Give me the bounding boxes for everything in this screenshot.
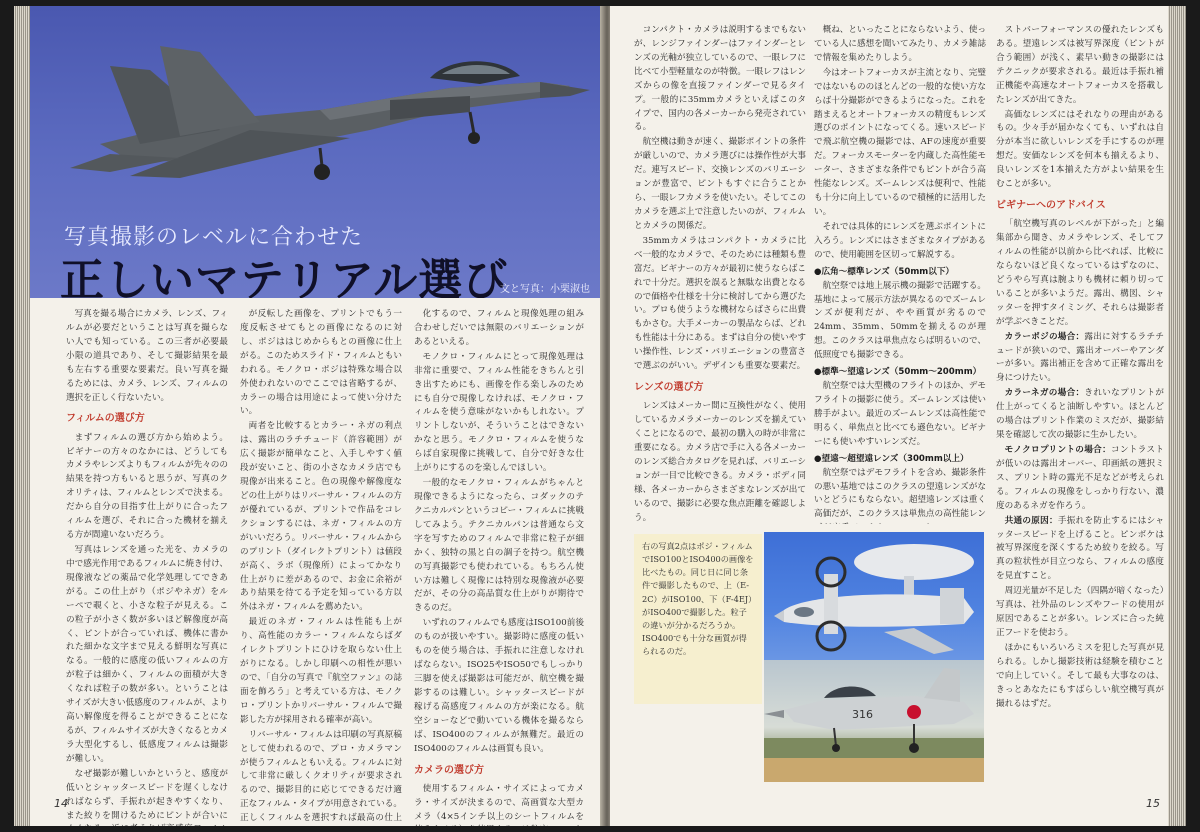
- body-paragraph: レンズはメーカー間に互換性がなく、使用しているカメラメーカーのレンズを揃えていくことになるので、最初の購入の時が非常に重要になる。カメラ店で手に入る各メーカーのレンズ総合カタログを見れば、バリエーションが一目で比較できる。カメラ・ボディ同様、各メーカーからさまざまなレンズが出ているので、撮影に必要な焦点距離を確認しよう。: [634, 401, 806, 523]
- lens-subheading: ●望遠～超望遠レンズ（300mm以上）: [814, 453, 969, 464]
- left-column-2: [240, 308, 402, 826]
- right-column-2: [814, 24, 986, 524]
- intro-paragraph: 写真を撮る場合にカメラ、レンズ、フィルムが必要だということは写真を撮らない人でも知っている。この三者が必要最小限の道具であり、そして撮影結果を最も左右する重要な要素だ。良い写真を撮るためには、カメラ、レンズ、フィルムの選択を正しく行ないたい。: [66, 309, 228, 403]
- section-heading-film: フィルムの選び方: [66, 413, 145, 425]
- left-column-1: [66, 308, 228, 826]
- right-column-3: [996, 24, 1164, 794]
- tail-number: 316: [852, 708, 873, 721]
- f4ej-photo: [764, 660, 984, 782]
- right-column-1: [634, 24, 806, 524]
- section-heading-camera: カメラの選び方: [414, 764, 484, 776]
- lens-subheading: ●標準～望遠レンズ（50mm～200mm）: [814, 367, 982, 378]
- body-paragraph: 「航空機写真のレベルが下がった」と編集部から聞き、カメラやレンズ、そしてフィルムの性能が以前から比べれば、比較にならないほど良くなっているはずなのに、どうやら写真は腕よりも機材に頼り切っていることが多いようだ。露出、構図、シャッターを押すタイミング、それらは撮影者が学ぶべきことだ。: [996, 219, 1164, 327]
- body-paragraph: 航空機は動きが速く、撮影ポイントの条件が厳しいので、カメラ選びには操作性が大事だ。連写スピード、交換レンズのバリエーションが豊富で、ピントもすぐに合うことから、一眼レフカメラを使いたい。そしてこのカメラを選ぶ上で注意したいのが、フィルムとカメラの関係だ。: [634, 137, 806, 231]
- body-paragraph: が反転した画像を、プリントでもう一度反転させてもとの画像になるのに対し、ポジははじめからもとの画像に仕上がる。このためスライド・フィルムともいわれる。モノクロ・ポジは特殊な場合以外使われないのでここでは省略するが、カラーの場合は用途によって使い分けたい。: [240, 309, 402, 417]
- left-column-3: [414, 308, 584, 826]
- body-paragraph: まずフィルムの選び方から始めよう。ビギナーの方々のなかには、どうしてもカメラやレンズよりもフィルムが先々のの結果を持つ方もいると思うが、写真のクオリティは、フィルムとレンズで決まる。だから自分の目指す仕上がりに合ったフィルムを選び、それに合った機材を揃える方が間違いないだろう。: [66, 432, 228, 541]
- advice-text: きれいなプリントが仕上がってくると油断しやすい。ほとんどの場合はプリント作業のミスだが、撮影結果を確認して次の撮影に生かしたい。: [996, 388, 1164, 441]
- section-heading-lens: レンズの選び方: [634, 382, 704, 394]
- body-paragraph: 両者を比較するとカラー・ネガの利点は、露出のラチチュード（許容範囲）が広く撮影が簡単なこと、入手しやすく値段が安いこと、街の小さなカメラ店でも現像が出来ること。色の現像や解像度などの仕上がりはリバーサル・フィルムの方が優れているが、プリントで作品をコレクションするには、ネガ・フィルムの方がいいだろう。リバーサル・フィルムからのプリント（ダイレクトプリント）は値段が高く、ラボ（現像所）によってかなり仕上がりに差があるので、お金に余裕があり結果を待てる予定を知っている方以外はネガ・フィルムを薦めたい。: [240, 421, 402, 613]
- body-paragraph: モノクロ・フィルムにとって現像処理は非常に重要で、フィルム性能をきちんと引き出すためにも、画像を作る楽しみのためにも自分で現像しなければ、モノクロ・フィルムを使う意味がないかもしれない。プリントしないが、そういうことはできないかなと思う。モノクロ・フィルムを使うならば自家現像に挑戦して、自分で好きな仕上がりにするのを楽しんでほしい。: [414, 351, 584, 474]
- body-paragraph: 航空祭では地上展示機の撮影で活躍する。基地によって展示方法が異なるのでズームレンズが便利だが、やや画質が劣るので24mm、35mm、50mmを揃えるのが理想。このクラスは単焦点ならば明るいので、低照度でも撮影できる。: [814, 280, 986, 361]
- body-paragraph: [996, 515, 1164, 585]
- advice-label: 共通の原因：: [1004, 515, 1058, 526]
- body-paragraph: ストバーフォーマンスの優れたレンズもある。望遠レンズは被写界深度（ピントが合う範囲）が浅く、素早い動きの撮影にはテクニックが要求される。最近は手振れ補正機能や高速なオートフォーカスを搭載したレンズが出てきた。: [996, 25, 1164, 105]
- e2c-aircraft-illustration: [764, 532, 984, 660]
- section-heading-advice: ビギナーへのアドバイス: [996, 200, 1106, 212]
- f14-jet-illustration: [70, 26, 590, 186]
- body-paragraph: 概ね、といったことにならないよう、使っている人に感想を聞いてみたり、カメラ雑誌で情報を集めたりしよう。: [814, 25, 986, 63]
- body-paragraph: 一般的なモノクロ・フィルムがちゃんと現像できるようになったら、コダックのテクニカルパンというコピー・フィルムに挑戦してみよう。テクニカルパンは普通なら文字を写すためのフィルムで非常に粒子が細かく、独特の黒と白の調子を持つ。航空機の写真撮影でも使われている。もちろん使い方は難しく現像には特別な現像液が必要だが、その分の高品質な仕上がりが期待できるのだ。: [414, 478, 584, 614]
- body-paragraph: 周辺光量が不足した（四隅が暗くなった）写真は、社外品のレンズやフードの使用が原因であることが多い。レンズに合った純正フードを使おう。: [996, 586, 1164, 638]
- body-paragraph: コンパクト・カメラは説明するまでもないが、レンジファインダーはファインダーとレンズの光軸が独立しているので、一眼レフに比べて小型軽量なのが特徴。一眼レフはレンズからの像を直接ファインダーで見るタイプ。一般的に35mmカメラといえばこのタイプで、国内の各メーカーから発売されている。: [634, 25, 806, 133]
- page-right: [610, 6, 1184, 826]
- body-paragraph: [996, 387, 1164, 443]
- lens-subheading: ●広角～標準レンズ（50mm以下）: [814, 266, 955, 277]
- body-paragraph: それでは具体的にレンズを選ぶポイントに入ろう。レンズにはさまざまなタイプがあるので、使用範囲を区切って解説する。: [814, 221, 986, 260]
- magazine-spread: [14, 6, 1186, 826]
- page-edge-right: [1168, 6, 1186, 826]
- advice-text: 手振れを防止するにはシャッタースピードを上げること。ピンボケは被写界深度を深くするため絞りを絞る。写真の粒状性が目立つなら、フィルムの感度を見直すこと。: [996, 515, 1164, 582]
- advice-label: カラーネガの場合：: [1004, 388, 1085, 399]
- body-paragraph: なぜ撮影が難しいかというと、感度が低いとシャッタースピードを遅くしなければならず、手振れが起きやすくなり、また絞りを開けるためにピントが合いに: [66, 768, 228, 821]
- article-headline: 正しいマテリアル選び: [60, 255, 509, 298]
- article-byline: 文と写真：小栗淑也: [500, 284, 590, 295]
- page-left: [30, 6, 604, 826]
- body-paragraph: 化するので、フィルムと現像処理の組み合わせしだいでは無限のバリエーションがあるといえる。: [414, 309, 584, 347]
- body-paragraph: いずれのフィルムでも感度はISO100前後のものが扱いやすい。撮影時に感度の低いものを使う場合は、手振れに注意しなければならない。ISO25やISO50でもしっかり三脚を使えば撮影は可能だが、航空機を撮影するのは難しい。シャッタースピードが稼げる高感度フィルムの方が楽になる。航空ショーなどで動いている機体を撮るならば、ISO400のフィルムが無難だ。最近のISO400のフィルムは画質も良い。: [414, 618, 584, 754]
- body-paragraph: [996, 444, 1164, 514]
- f4ej-aircraft-illustration: [764, 660, 984, 782]
- body-paragraph: 35mmカメラはコンパクト・カメラに比べ一般的なカメラで、そのためには種類も豊富だ。ビギナーの方々が最初に使うならばこれで十分だ。選択を誤ると無駄な出費となるので価格や仕様を十分に検討してから選びたい。プロも使うような機材ならばさらに出費もかさむ。大手メーカーの製品ならば、どれも性能は十分にある。まずは自分の使いやすい操作性、レンズ・バリエーションの豊富さで選ぶのがいい。デザインも重要な要素だ。: [634, 235, 806, 372]
- body-paragraph: リバーサル・フィルムは印刷の写真原稿として使われるので、プロ・カメラマンが使うフィルムともいえる。フィルムに対して非常に厳しくクオリティが要求されるので、撮影目的に応じてできるだけ適正なフィルム・タイプが用意されている。正しくフィルムを選択すれば最高の仕上: [240, 729, 402, 824]
- page-number-right: 15: [1146, 797, 1160, 810]
- body-paragraph: 今はオートフォーカスが主流となり、完璧ではないもののほとんどの一般的な使い方ならば十分撮影ができるようになった。これを踏まえるとオートフォーカスの精度もレンズ選びのポイントになってくる。速いスピードで飛ぶ航空機の撮影では、AFの速度が重要だ。フォーカスモーターを内蔵した高性能モーター、さまざまな条件でもピントが合う高性能なレンズ。ズームレンズは便利で、性能も十分に向上しているので積極的に活用したい。: [814, 67, 986, 217]
- photo-caption: 右の写真2点はポジ・フィルムでISO100とISO400の画像を比べたもの。同じ日に同じ条件で撮影したもので、上（E-2C）がISO100、下（F-4EJ）がISO400で撮影した。粒子の違いが分かるだろうか。ISO400でも十分な画質が得られるのだ。: [634, 534, 762, 704]
- body-paragraph: [996, 331, 1164, 387]
- advice-text: 露出に対するラチチュードが狭いので、露出オーバーやアンダーが多い。露出補正を含めて正確な露出を身につけたい。: [996, 331, 1164, 384]
- body-paragraph: 航空祭ではデモフライトを含め、撮影条件の悪い基地ではこのクラスの望遠レンズがないとどうにもならない。超望遠レンズは重く高価だが、このクラスは単焦点の高性能レン: [814, 467, 986, 520]
- body-paragraph: 写真はレンズを通った光を、カメラの中で感光作用であるフィルムに焼き付け、現像液などの薬品で化学処理してできあがる。この仕上がり（ポジやネガ）をルーペで覗くと、小さな粒子が見える。この粒子が小さく数が多いほど解像度が高く、ピントが合っていれば、機体に書かれた細かな文字まで見える鮮明な写真になる。一般的に感度の低いフィルムの方が粒子は細かく、フィルムの面積が大きくなれば粒子の数が多い。ということはサイズが大きい低感度のフィルムが、より高い解像度を得ることができることになるが、フィルムサイズが大きくなるとカメラ大型化するし、低感度フィルムは撮影が難しい。: [66, 545, 228, 764]
- advice-label: カラーポジの場合：: [1004, 331, 1085, 342]
- e2c-photo: [764, 532, 984, 660]
- body-paragraph: 最近のネガ・フィルムは性能も上がり、高性能のカラー・フィルムならばダイレクトプリントにひけを取らない仕上がりになる。しかし印刷への相性が悪いので、「自分の写真で『航空ファン』の誌面を飾ろう」と考えている方は、モノクロ・プリントかリバーサル・フィルムで撮影した方が採用される確率が高い。: [240, 617, 402, 725]
- advice-text: コントラストが低いのは露出オーバー、印画紙の選択ミス、プリント時の露光不足などが考えられる。フィルムの現像をしっかり行ない、濃度のあるネガを作ろう。: [996, 445, 1164, 511]
- body-paragraph: 航空祭では大型機のフライトのほか、デモフライトの撮影に使う。ズームレンズは使い勝手がよい。最近のズームレンズは高性能で明るく、単焦点と比べても遜色ない。ビギナーにも使いやすいレンズだ。: [814, 381, 986, 447]
- page-number-left: 14: [54, 797, 68, 810]
- hero-photo: [30, 6, 604, 298]
- body-paragraph: 高価なレンズにはそれなりの理由があるもの。少々手が届かなくても、いずれは自分が本当に欲しいレンズを手にするのが理想だ。安価なレンズを何本も揃えるより、良いレンズを1本揃えた方がよい結果を生むことが多い。: [996, 109, 1164, 190]
- article-kicker: 写真撮影のレベルに合わせた: [64, 225, 364, 250]
- body-paragraph: 使用するフィルム・サイズによってカメラ・サイズが決まるので、高画質な大型カメラ（4×5インチ以上のシートフィルムを: [414, 783, 584, 822]
- advice-label: モノクロプリントの場合：: [1004, 445, 1112, 455]
- body-paragraph: ほかにもいろいろミスを犯した写真が見られる。しかし撮影技術は経験を積むことで向上していく。そして最も大事なのは、きっとあなたにもすばらしい航空機写真が撮れるはずだ。: [996, 642, 1164, 709]
